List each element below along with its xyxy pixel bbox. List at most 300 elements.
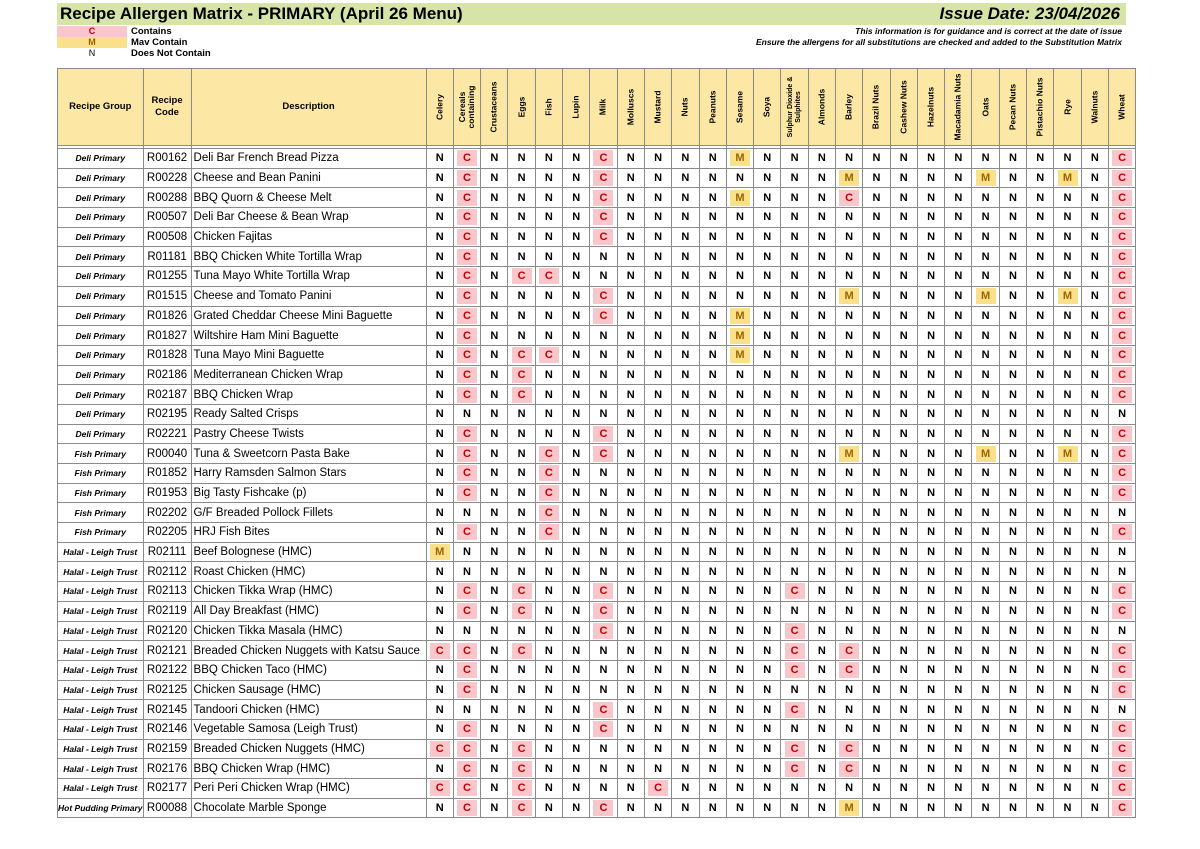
recipe-group: Halal - Leigh Trust [58, 621, 144, 641]
allergen-cell [808, 444, 835, 464]
allergen-cell [1108, 700, 1135, 720]
allergen-value: N [1036, 152, 1045, 165]
allergen-value: N [1090, 408, 1099, 421]
allergen-value: N [763, 664, 772, 677]
allergen-cell [1081, 424, 1108, 444]
recipe-description: Deli Bar Cheese & Bean Wrap [191, 208, 426, 228]
allergen-cell [617, 286, 644, 306]
allergen-cell [836, 700, 863, 720]
allergen-value: N [872, 172, 881, 185]
allergen-value: N [927, 624, 936, 637]
recipe-description: Pastry Cheese Twists [191, 424, 426, 444]
allergen-cell [836, 168, 863, 188]
allergen-cell [890, 286, 917, 306]
allergen-header-label: Celery [434, 94, 445, 120]
recipe-group: Halal - Leigh Trust [58, 601, 144, 621]
allergen-value: N [954, 349, 963, 362]
allergen-cell [726, 582, 753, 602]
allergen-cell [754, 798, 781, 818]
allergen-cell [808, 404, 835, 424]
allergen-cell [945, 188, 972, 208]
allergen-cell [426, 227, 453, 247]
title-bar [57, 3, 1126, 25]
allergen-cell [726, 660, 753, 680]
allergen-cell [563, 267, 590, 287]
allergen-value: N [927, 664, 936, 677]
allergen-value: C [539, 524, 559, 540]
allergen-cell [1027, 424, 1054, 444]
allergen-cell [699, 345, 726, 365]
allergen-cell [726, 149, 753, 169]
allergen-value: N [435, 683, 444, 696]
allergen-value: N [735, 368, 744, 381]
allergen-header-label: Milk [597, 98, 608, 116]
allergen-value: N [872, 250, 881, 263]
table-row [58, 719, 1136, 739]
allergen-value: N [763, 546, 772, 559]
allergen-cell [1027, 168, 1054, 188]
allergen-value: N [817, 723, 826, 736]
allergen-cell [808, 483, 835, 503]
allergen-cell [890, 444, 917, 464]
allergen-cell [508, 660, 535, 680]
allergen-value: N [708, 487, 717, 500]
allergen-cell [863, 247, 890, 267]
allergen-cell [1054, 542, 1081, 562]
allergen-cell [754, 424, 781, 444]
allergen-value: N [1090, 427, 1099, 440]
allergen-value: N [817, 172, 826, 185]
allergen-cell [945, 444, 972, 464]
allergen-cell [1054, 779, 1081, 799]
allergen-cell [672, 641, 699, 661]
allergen-cell [1027, 719, 1054, 739]
allergen-cell [535, 365, 562, 385]
allergen-value: N [654, 664, 663, 677]
allergen-cell [917, 542, 944, 562]
allergen-cell [781, 227, 808, 247]
allergen-cell [1027, 188, 1054, 208]
allergen-value: N [1063, 605, 1072, 618]
allergen-value: N [654, 565, 663, 578]
allergen-cell [999, 464, 1026, 484]
allergen-cell [945, 306, 972, 326]
allergen-value: N [817, 290, 826, 303]
allergen-cell [508, 208, 535, 228]
allergen-cell [453, 286, 480, 306]
allergen-value: N [845, 388, 854, 401]
allergen-cell [808, 326, 835, 346]
allergen-value: N [763, 605, 772, 618]
allergen-value: N [1008, 447, 1017, 460]
table-row [58, 247, 1136, 267]
allergen-value: C [539, 347, 559, 363]
allergen-cell [699, 326, 726, 346]
allergen-value: N [517, 467, 526, 480]
allergen-cell [617, 562, 644, 582]
allergen-value: N [599, 349, 608, 362]
allergen-cell [808, 601, 835, 621]
allergen-cell [481, 444, 508, 464]
allergen-cell [699, 424, 726, 444]
allergen-cell [781, 582, 808, 602]
allergen-cell [535, 306, 562, 326]
allergen-value: N [790, 467, 799, 480]
allergen-cell [1027, 385, 1054, 405]
allergen-cell [590, 739, 617, 759]
allergen-value: M [730, 328, 750, 344]
allergen-value: N [817, 447, 826, 460]
allergen-value: N [599, 467, 608, 480]
allergen-value: N [626, 191, 635, 204]
allergen-cell [781, 286, 808, 306]
allergen-value: N [790, 152, 799, 165]
allergen-value: N [981, 191, 990, 204]
allergen-cell [535, 286, 562, 306]
allergen-value: N [981, 742, 990, 755]
allergen-cell [945, 168, 972, 188]
allergen-value: N [572, 506, 581, 519]
allergen-value: N [763, 683, 772, 696]
allergen-cell [1108, 286, 1135, 306]
allergen-cell [890, 267, 917, 287]
recipe-description: Chicken Sausage (HMC) [191, 680, 426, 700]
allergen-cell [1054, 503, 1081, 523]
allergen-value: N [954, 506, 963, 519]
allergen-value: N [708, 644, 717, 657]
allergen-value: N [681, 447, 690, 460]
allergen-value: N [517, 427, 526, 440]
allergen-value: N [654, 506, 663, 519]
allergen-header [563, 69, 590, 146]
allergen-value: N [790, 546, 799, 559]
allergen-cell [1081, 641, 1108, 661]
allergen-value: N [872, 762, 881, 775]
allergen-header [1027, 69, 1054, 146]
recipe-group: Halal - Leigh Trust [58, 680, 144, 700]
allergen-value: N [544, 152, 553, 165]
allergen-cell [453, 464, 480, 484]
allergen-value: N [790, 211, 799, 224]
allergen-value: N [1090, 191, 1099, 204]
allergen-value: N [927, 644, 936, 657]
allergen-cell [699, 444, 726, 464]
recipe-code: R02177 [143, 779, 191, 799]
allergen-value: N [435, 447, 444, 460]
allergen-value: N [763, 427, 772, 440]
allergen-value: N [817, 546, 826, 559]
allergen-cell [644, 483, 671, 503]
allergen-cell [808, 247, 835, 267]
allergen-value: N [954, 605, 963, 618]
allergen-value: C [457, 426, 477, 442]
allergen-value: N [1008, 231, 1017, 244]
allergen-cell [453, 700, 480, 720]
allergen-value: N [681, 211, 690, 224]
allergen-value: N [463, 565, 471, 578]
allergen-cell [453, 562, 480, 582]
allergen-cell [699, 464, 726, 484]
allergen-value: N [626, 762, 635, 775]
allergen-cell [808, 385, 835, 405]
allergen-cell [426, 523, 453, 543]
allergen-cell [917, 227, 944, 247]
allergen-value: M [1058, 288, 1078, 304]
allergen-cell [972, 542, 999, 562]
allergen-value: C [512, 800, 532, 816]
allergen-value: N [763, 447, 772, 460]
allergen-cell [672, 326, 699, 346]
allergen-cell [836, 306, 863, 326]
allergen-value: N [1008, 270, 1017, 283]
allergen-cell [1027, 542, 1054, 562]
allergen-cell [808, 503, 835, 523]
allergen-value: N [1036, 427, 1045, 440]
legend-label-none: Does Not Contain [131, 48, 211, 59]
allergen-cell [836, 582, 863, 602]
allergen-value: N [435, 290, 444, 303]
recipe-code: R02119 [143, 601, 191, 621]
page-title: Recipe Allergen Matrix - PRIMARY (April 26 Menu) [60, 4, 463, 23]
allergen-cell [590, 267, 617, 287]
allergen-cell [535, 247, 562, 267]
allergen-value: N [763, 644, 772, 657]
allergen-cell [1027, 149, 1054, 169]
allergen-value: N [1090, 270, 1099, 283]
allergen-value: N [1063, 664, 1072, 677]
table-row [58, 660, 1136, 680]
allergen-cell [644, 227, 671, 247]
allergen-cell [508, 700, 535, 720]
allergen-cell [781, 168, 808, 188]
allergen-cell [917, 404, 944, 424]
allergen-value: C [1112, 583, 1132, 599]
allergen-cell [890, 365, 917, 385]
allergen-value: N [1090, 329, 1099, 342]
allergen-cell [644, 424, 671, 444]
allergen-cell [726, 227, 753, 247]
allergen-cell [726, 365, 753, 385]
allergen-cell [535, 444, 562, 464]
allergen-value: N [517, 703, 526, 716]
allergen-value: N [572, 447, 581, 460]
allergen-value: N [463, 703, 471, 716]
allergen-value: N [654, 388, 663, 401]
allergen-value: N [899, 368, 908, 381]
allergen-value: C [1112, 721, 1132, 737]
allergen-cell [999, 326, 1026, 346]
allergen-cell [563, 601, 590, 621]
allergen-value: C [593, 702, 613, 718]
recipe-group: Deli Primary [58, 385, 144, 405]
allergen-cell [617, 444, 644, 464]
allergen-value: N [1036, 546, 1045, 559]
allergen-cell [972, 798, 999, 818]
allergen-value: N [1008, 762, 1017, 775]
allergen-value: N [763, 408, 772, 421]
allergen-value: N [708, 683, 717, 696]
allergen-cell [535, 326, 562, 346]
allergen-cell [972, 483, 999, 503]
allergen-value: N [1090, 487, 1099, 500]
allergen-value: N [981, 309, 990, 322]
allergen-value: N [681, 742, 690, 755]
allergen-value: N [1063, 644, 1072, 657]
allergen-header-label: Eggs [516, 96, 527, 118]
allergen-value: N [1063, 742, 1072, 755]
allergen-cell [563, 385, 590, 405]
allergen-value: C [593, 623, 613, 639]
allergen-cell [481, 503, 508, 523]
allergen-value: N [763, 742, 772, 755]
allergen-cell [945, 719, 972, 739]
allergen-cell [781, 542, 808, 562]
allergen-cell [617, 483, 644, 503]
allergen-cell [672, 798, 699, 818]
recipe-code: R01953 [143, 483, 191, 503]
allergen-value: N [572, 329, 581, 342]
allergen-value: C [457, 367, 477, 383]
allergen-value: N [790, 408, 799, 421]
allergen-value: N [927, 172, 936, 185]
allergen-value: N [490, 368, 499, 381]
allergen-cell [617, 188, 644, 208]
allergen-value: N [763, 467, 772, 480]
allergen-cell [1027, 641, 1054, 661]
allergen-cell [808, 523, 835, 543]
allergen-cell [999, 739, 1026, 759]
allergen-cell [426, 739, 453, 759]
allergen-cell [890, 424, 917, 444]
allergen-value: N [790, 683, 799, 696]
allergen-value: N [790, 487, 799, 500]
allergen-value: N [572, 231, 581, 244]
allergen-cell [781, 247, 808, 267]
allergen-cell [426, 798, 453, 818]
allergen-cell [508, 719, 535, 739]
allergen-cell [808, 660, 835, 680]
allergen-value: N [1008, 250, 1017, 263]
recipe-description: Tuna & Sweetcorn Pasta Bake [191, 444, 426, 464]
allergen-value: M [839, 170, 859, 186]
allergen-value: N [1036, 506, 1045, 519]
allergen-cell [699, 719, 726, 739]
allergen-value: N [435, 565, 444, 578]
allergen-cell [1081, 227, 1108, 247]
allergen-cell [644, 404, 671, 424]
allergen-cell [563, 424, 590, 444]
allergen-value: N [1036, 664, 1045, 677]
allergen-cell [972, 601, 999, 621]
allergen-value: N [927, 329, 936, 342]
allergen-cell [617, 798, 644, 818]
allergen-cell [726, 306, 753, 326]
allergen-cell [917, 188, 944, 208]
recipe-group: Deli Primary [58, 326, 144, 346]
allergen-header [808, 69, 835, 146]
allergen-value: N [626, 644, 635, 657]
allergen-cell [1081, 444, 1108, 464]
recipe-group: Halal - Leigh Trust [58, 542, 144, 562]
allergen-value: M [1058, 446, 1078, 462]
allergen-cell [644, 660, 671, 680]
allergen-cell [426, 188, 453, 208]
allergen-value: N [1063, 152, 1072, 165]
allergen-cell [699, 739, 726, 759]
allergen-cell [563, 680, 590, 700]
allergen-value: N [1008, 487, 1017, 500]
recipe-description: Chicken Fajitas [191, 227, 426, 247]
allergen-cell [508, 168, 535, 188]
allergen-value: N [735, 526, 744, 539]
allergen-cell [781, 149, 808, 169]
allergen-cell [1081, 149, 1108, 169]
allergen-cell [426, 779, 453, 799]
allergen-cell [972, 719, 999, 739]
allergen-cell [1054, 365, 1081, 385]
recipe-description: Breaded Chicken Nuggets (HMC) [191, 739, 426, 759]
allergen-value: N [845, 368, 854, 381]
allergen-cell [781, 444, 808, 464]
allergen-cell [672, 286, 699, 306]
allergen-cell [754, 306, 781, 326]
allergen-value: N [927, 447, 936, 460]
allergen-cell [1027, 345, 1054, 365]
recipe-description: Big Tasty Fishcake (p) [191, 483, 426, 503]
allergen-value: N [435, 467, 444, 480]
allergen-cell [1027, 267, 1054, 287]
allergen-value: N [954, 664, 963, 677]
allergen-cell [945, 660, 972, 680]
allergen-cell [453, 582, 480, 602]
recipe-group: Halal - Leigh Trust [58, 641, 144, 661]
allergen-value: N [763, 723, 772, 736]
allergen-cell [808, 464, 835, 484]
recipe-group: Deli Primary [58, 365, 144, 385]
allergen-cell [1081, 542, 1108, 562]
allergen-value: C [1112, 249, 1132, 265]
allergen-cell [1108, 719, 1135, 739]
allergen-value: N [708, 624, 717, 637]
allergen-value: N [872, 467, 881, 480]
allergen-value: N [435, 152, 444, 165]
allergen-value: N [817, 368, 826, 381]
recipe-description: All Day Breakfast (HMC) [191, 601, 426, 621]
allergen-value: C [457, 485, 477, 501]
allergen-cell [726, 641, 753, 661]
allergen-value: N [845, 683, 854, 696]
allergen-cell [754, 247, 781, 267]
allergen-value: N [463, 624, 471, 637]
allergen-value: N [735, 723, 744, 736]
allergen-value: N [1090, 802, 1099, 815]
allergen-cell [672, 483, 699, 503]
allergen-cell [1081, 247, 1108, 267]
allergen-header-label: Nuts [679, 97, 690, 117]
allergen-value: C [457, 229, 477, 245]
allergen-value: C [1112, 190, 1132, 206]
allergen-cell [699, 562, 726, 582]
allergen-value: C [593, 190, 613, 206]
allergen-value: N [572, 624, 581, 637]
allergen-value: C [785, 643, 805, 659]
allergen-value: N [544, 605, 553, 618]
allergen-value: N [927, 762, 936, 775]
allergen-cell [863, 562, 890, 582]
recipe-description: Peri Peri Chicken Wrap (HMC) [191, 779, 426, 799]
allergen-value: N [872, 644, 881, 657]
allergen-value: N [435, 329, 444, 342]
